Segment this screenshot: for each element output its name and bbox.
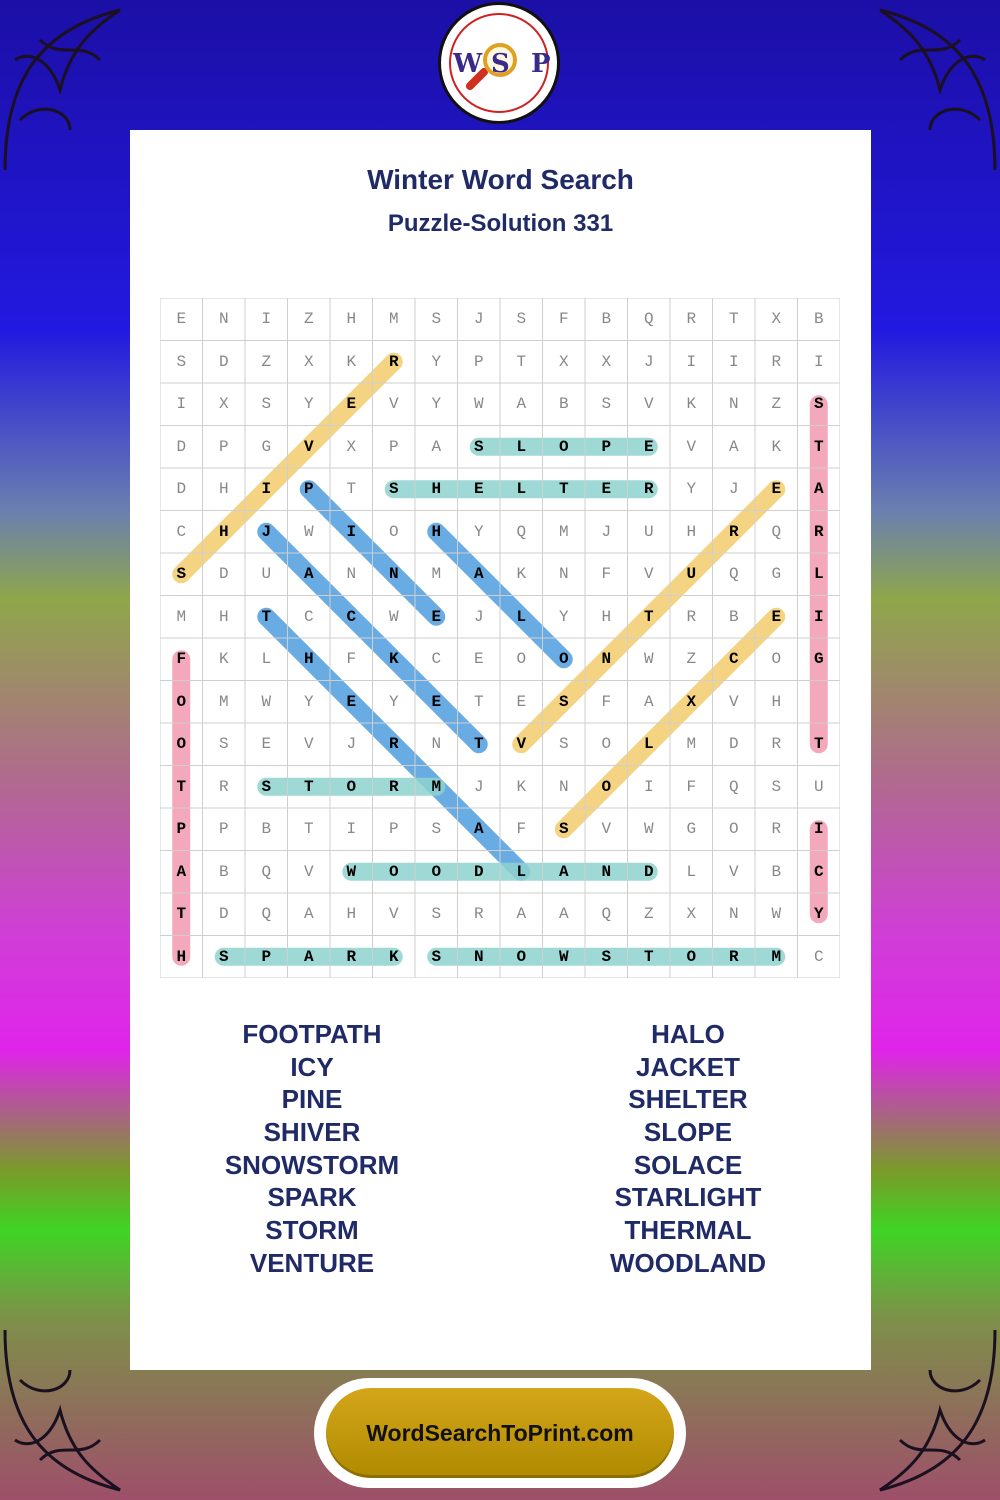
grid-cell: D [728, 735, 739, 753]
grid-cell: G [813, 650, 824, 668]
grid-cell: Q [643, 310, 654, 328]
grid-cell: A [303, 905, 314, 923]
grid-cell: C [813, 862, 824, 881]
grid-cell: E [771, 480, 782, 498]
grid-cell: U [643, 522, 654, 541]
grid-cell: T [303, 777, 314, 796]
grid-cell: I [813, 352, 824, 371]
grid-cell: H [431, 480, 442, 498]
grid-cell: L [261, 650, 272, 668]
grid-cell: E [176, 310, 187, 328]
grid-cell: P [473, 352, 484, 371]
grid-cell: K [218, 650, 229, 668]
word-list-item: PINE [281, 1084, 343, 1115]
grid-cell: T [176, 905, 187, 923]
grid-cell: P [388, 437, 399, 456]
grid-cell: B [558, 395, 569, 413]
grid-cell: C [813, 947, 824, 966]
grid-cell: S [558, 735, 569, 753]
grid-cell: E [261, 735, 272, 753]
grid-cell: H [346, 310, 357, 328]
grid-cell: U [686, 565, 697, 583]
grid-cell: M [771, 947, 782, 966]
grid-cell: J [346, 735, 357, 753]
grid-cell: S [601, 947, 612, 966]
grid-cell: W [558, 947, 569, 966]
grid-cell: C [176, 522, 187, 541]
grid-cell: T [346, 480, 357, 498]
grid-cell: L [813, 565, 824, 583]
grid-cell: T [813, 735, 824, 753]
grid-cell: S [388, 480, 399, 498]
grid-cell: H [601, 607, 612, 626]
grid-cell: F [346, 650, 357, 668]
grid-cell: H [176, 947, 187, 966]
grid-cell: X [218, 395, 229, 413]
grid-cell: O [516, 947, 527, 966]
grid-cell: N [346, 565, 357, 583]
grid-cell: L [516, 480, 527, 498]
word-list-left [162, 1018, 462, 1280]
grid-cell: I [686, 352, 697, 371]
grid-cell: B [601, 310, 612, 328]
grid-cell: Y [558, 607, 569, 626]
grid-cell: A [558, 905, 569, 923]
grid-cell: L [516, 862, 527, 881]
grid-cell: X [686, 905, 697, 923]
word-list-item: SLOPE [643, 1117, 733, 1148]
grid-cell: T [516, 352, 527, 371]
grid-cell: X [303, 352, 314, 371]
grid-cell: Y [813, 905, 824, 923]
grid-cell: R [771, 352, 782, 371]
grid-cell: H [303, 650, 314, 668]
grid-cell: O [686, 947, 697, 966]
grid-cell: S [176, 352, 187, 371]
grid-cell: T [728, 310, 739, 328]
grid-cell: M [388, 310, 399, 328]
grid-cell: N [728, 395, 739, 413]
grid-cell: W [643, 820, 654, 838]
grid-cell: H [686, 522, 697, 541]
grid-cell: R [771, 820, 782, 838]
grid-cell: S [516, 310, 527, 328]
grid-cell: T [473, 692, 484, 711]
grid-cell: T [813, 437, 824, 456]
grid-cell: I [176, 395, 187, 413]
grid-cell: J [643, 352, 654, 371]
grid-cell: S [431, 905, 442, 923]
word-list-item: WOODLAND [610, 1247, 766, 1278]
grid-cell: O [728, 820, 739, 838]
grid-cell: U [813, 777, 824, 796]
grid-cell: O [346, 777, 357, 796]
grid-cell: M [558, 522, 569, 541]
grid-cell: V [516, 735, 527, 753]
grid-cell: U [261, 565, 272, 583]
grid-cell: S [558, 692, 569, 711]
grid-cell: J [601, 522, 612, 541]
grid-cell: I [346, 820, 357, 838]
grid-cell: Z [643, 905, 654, 923]
grid-cell: F [516, 820, 527, 838]
grid-cell: E [346, 692, 357, 711]
word-list-item: HALO [651, 1019, 725, 1049]
grid-cell: D [176, 480, 187, 498]
grid-cell: T [303, 820, 314, 838]
grid-cell: S [431, 820, 442, 838]
grid-cell: P [176, 820, 187, 838]
word-list-item: SPARK [267, 1182, 357, 1213]
grid-cell: W [643, 650, 654, 668]
word-list-right [538, 1018, 838, 1280]
word-list-item: STORM [265, 1215, 359, 1246]
grid-cell: H [771, 692, 782, 711]
grid-cell: I [261, 310, 272, 328]
grid-cell: M [218, 692, 229, 711]
grid-cell: G [686, 820, 697, 838]
grid-cell: O [516, 650, 527, 668]
grid-cell: Q [728, 777, 739, 796]
grid-cell: W [261, 692, 272, 711]
grid-cell: K [388, 947, 399, 966]
grid-cell: S [218, 947, 229, 966]
logo-letter-w: W [453, 49, 483, 79]
grid-cell: P [388, 820, 399, 838]
grid-cell: Z [261, 352, 272, 371]
grid-cell: T [558, 480, 569, 498]
grid-cell: D [218, 565, 229, 583]
grid-cell: R [388, 352, 399, 371]
grid-cell: S [261, 395, 272, 413]
grid-cell: L [643, 735, 654, 753]
page-subtitle: Puzzle-Solution 331 [387, 210, 614, 237]
grid-cell: N [558, 777, 569, 796]
grid-cell: H [218, 522, 229, 541]
grid-cell: V [388, 395, 399, 413]
grid-cell: S [176, 565, 187, 583]
grid-cell: R [686, 607, 697, 626]
page-title: Winter Word Search [367, 164, 634, 195]
grid-cell: M [686, 735, 697, 753]
grid-cell: Z [303, 310, 314, 328]
grid-cell: P [218, 437, 229, 456]
grid-cell: Q [601, 905, 612, 923]
grid-cell: Z [686, 650, 697, 668]
grid-cell: N [558, 565, 569, 583]
grid-cell: C [431, 650, 442, 668]
word-list-item: VENTURE [249, 1247, 375, 1278]
word-list-item: FOOTPATH [242, 1019, 382, 1049]
grid-cell: N [218, 310, 229, 328]
word-list-item: SHIVER [263, 1117, 361, 1148]
grid-cell: F [601, 692, 612, 711]
word-list-item: ICY [290, 1051, 334, 1082]
grid-cell: N [473, 947, 484, 966]
grid-cell: Y [431, 395, 442, 413]
footer-badge [314, 1378, 686, 1488]
grid-cell: A [643, 692, 654, 711]
grid-cell: M [431, 777, 442, 796]
grid-cell: R [473, 905, 484, 923]
grid-cell: B [771, 862, 782, 881]
grid-cell: L [516, 437, 527, 456]
grid-cell: X [346, 437, 357, 456]
grid-cell: S [473, 437, 484, 456]
grid-cell: A [303, 947, 314, 966]
grid-cell: X [686, 692, 697, 711]
grid-cell: V [686, 437, 697, 456]
grid-cell: Q [516, 522, 527, 541]
grid-cell: T [261, 607, 272, 626]
grid-cell: S [431, 310, 442, 328]
grid-cell: F [686, 777, 697, 796]
grid-cell: W [473, 395, 484, 413]
grid-cell: G [771, 565, 782, 583]
grid-cell: S [558, 820, 569, 838]
grid-cell: N [388, 565, 399, 583]
grid-cell: F [558, 310, 569, 328]
grid-cell: J [473, 607, 484, 626]
grid-cell: D [473, 862, 484, 881]
grid-cell: O [558, 650, 569, 668]
grid-cell: G [261, 437, 272, 456]
grid-cell: E [771, 607, 782, 626]
grid-cell: X [558, 352, 569, 371]
grid-cell: R [643, 480, 654, 498]
grid-cell: C [728, 650, 739, 668]
grid-cell: Q [261, 862, 272, 881]
grid-cell: K [771, 437, 782, 456]
grid-cell: Z [771, 395, 782, 413]
grid-cell: B [813, 310, 824, 328]
grid-cell: E [643, 437, 654, 456]
grid-cell: I [346, 522, 357, 541]
logo-letter-p: P [531, 49, 551, 79]
grid-cell: N [601, 650, 612, 668]
grid-cell: O [431, 862, 442, 881]
grid-cell: K [516, 777, 527, 796]
grid-cell: Y [388, 692, 399, 711]
grid-cell: O [388, 522, 399, 541]
grid-cell: E [431, 692, 442, 711]
grid-cell: V [303, 437, 314, 456]
grid-cell: O [558, 437, 569, 456]
word-list-item: JACKET [635, 1051, 740, 1082]
grid-cell: Q [771, 522, 782, 541]
word-list-item: SOLACE [633, 1149, 743, 1180]
grid-cell: B [261, 820, 272, 838]
grid-cell: S [261, 777, 272, 796]
grid-cell: O [176, 735, 187, 753]
grid-cell: Y [686, 480, 697, 498]
grid-cell: L [686, 862, 697, 881]
grid-cell: R [346, 947, 357, 966]
grid-cell: P [261, 947, 272, 966]
grid-cell: E [346, 395, 357, 413]
grid-cell: K [516, 565, 527, 583]
grid-cell: K [346, 352, 357, 371]
grid-cell: I [813, 607, 824, 626]
grid-cell: A [728, 437, 739, 456]
grid-cell: N [601, 862, 612, 881]
grid-cell: V [643, 565, 654, 583]
grid-cell: F [601, 565, 612, 583]
grid-cell: L [516, 607, 527, 626]
grid-cell: V [388, 905, 399, 923]
grid-cell: W [388, 607, 399, 626]
grid-cell: C [303, 607, 314, 626]
grid-cell: O [601, 735, 612, 753]
grid-cell: A [431, 437, 442, 456]
grid-cell: Y [303, 692, 314, 711]
grid-cell: N [431, 735, 442, 753]
grid-cell: V [601, 820, 612, 838]
grid-cell: V [728, 862, 739, 881]
grid-cell: H [431, 522, 442, 541]
grid-cell: E [601, 480, 612, 498]
grid-cell: A [176, 862, 187, 881]
grid-cell: H [218, 607, 229, 626]
grid-cell: Y [303, 395, 314, 413]
grid-cell: I [728, 352, 739, 371]
grid-cell: Q [261, 905, 272, 923]
grid-cell: S [813, 395, 824, 413]
grid-cell: D [218, 905, 229, 923]
site-logo[interactable] [438, 2, 560, 124]
grid-cell: S [601, 395, 612, 413]
grid-cell: H [346, 905, 357, 923]
grid-cell: K [388, 650, 399, 668]
grid-cell: T [643, 607, 654, 626]
word-list-item: THERMAL [624, 1215, 752, 1246]
grid-cell: A [516, 905, 527, 923]
grid-cell: W [771, 905, 782, 923]
grid-cell: O [601, 777, 612, 796]
grid-cell: D [176, 437, 187, 456]
grid-cell: J [473, 310, 484, 328]
grid-cell: J [261, 522, 272, 541]
grid-cell: R [728, 522, 739, 541]
grid-cell: T [176, 777, 187, 796]
grid-cell: I [643, 777, 654, 796]
grid-cell: W [346, 862, 357, 881]
grid-cell: K [686, 395, 697, 413]
grid-cell: A [303, 565, 314, 583]
grid-cell: S [771, 777, 782, 796]
grid-cell: Y [473, 522, 484, 541]
grid-cell: X [771, 310, 782, 328]
grid-cell: A [516, 395, 527, 413]
grid-cell: A [813, 480, 824, 498]
word-list-item: SHELTER [628, 1084, 748, 1115]
grid-cell: E [431, 607, 442, 626]
logo-letter-s: S [491, 49, 510, 79]
word-list-item: SNOWSTORM [224, 1149, 400, 1180]
site-link-button[interactable]: WordSearchToPrint.com [326, 1388, 674, 1478]
grid-cell: O [176, 692, 187, 711]
grid-cell: E [473, 650, 484, 668]
grid-cell: E [473, 480, 484, 498]
grid-cell: I [813, 820, 824, 838]
grid-cell: R [728, 947, 739, 966]
grid-cell: H [218, 480, 229, 498]
grid-cell: R [686, 310, 697, 328]
grid-cell: I [261, 480, 272, 498]
grid-cell: V [728, 692, 739, 711]
word-search-grid [160, 298, 840, 978]
grid-cell: R [388, 777, 399, 796]
grid-cell: J [728, 480, 739, 498]
grid-cell: V [303, 735, 314, 753]
grid-cell: R [813, 522, 824, 541]
grid-cell: M [431, 565, 442, 583]
grid-cell: V [643, 395, 654, 413]
grid-cell: F [176, 650, 187, 668]
grid-cell: D [218, 352, 229, 371]
grid-cell: X [601, 352, 612, 371]
grid-cell: P [303, 480, 314, 498]
grid-cell: W [303, 522, 314, 541]
grid-cell: R [771, 735, 782, 753]
grid-cell: A [473, 820, 484, 838]
grid-cell: C [346, 607, 357, 626]
grid-cell: A [473, 565, 484, 583]
grid-cell: P [218, 820, 229, 838]
grid-cell: E [516, 692, 527, 711]
grid-cell: O [388, 862, 399, 881]
grid-cell: N [728, 905, 739, 923]
grid-cell: M [176, 607, 187, 626]
grid-cell: B [218, 862, 229, 881]
word-list-item: STARLIGHT [614, 1182, 762, 1213]
grid-cell: B [728, 607, 739, 626]
grid-cell: Q [728, 565, 739, 583]
grid-cell: V [303, 862, 314, 881]
grid-cell: P [601, 437, 612, 456]
grid-cell: R [388, 735, 399, 753]
grid-cell: A [558, 862, 569, 881]
grid-cell: S [431, 947, 442, 966]
grid-cell: R [218, 777, 229, 796]
grid-cell: D [643, 862, 654, 881]
grid-cell: O [771, 650, 782, 668]
grid-cell: T [643, 947, 654, 966]
grid-cell: S [218, 735, 229, 753]
grid-cell: Y [431, 352, 442, 371]
grid-cell: T [473, 735, 484, 753]
grid-cell: J [473, 777, 484, 796]
